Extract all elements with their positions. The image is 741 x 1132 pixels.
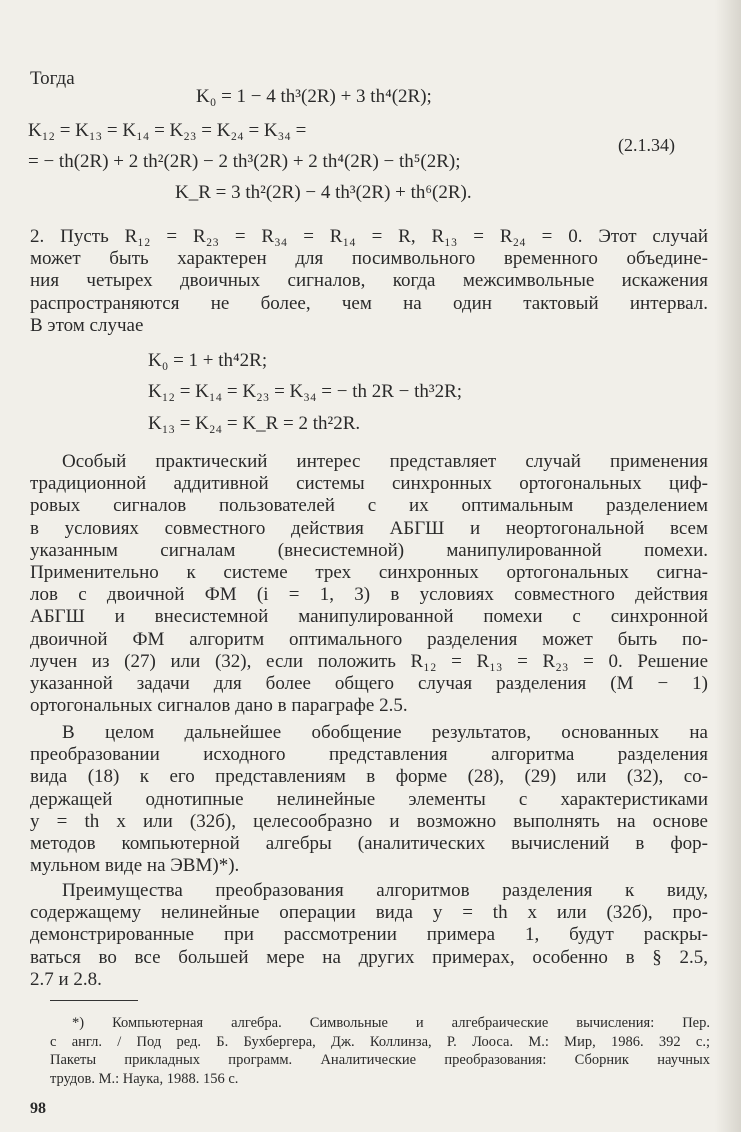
formula-k-equal-chain: K₁₂ = K₁₃ = K₁₄ = K₂₃ = K₂₄ = K₃₄ = bbox=[28, 120, 307, 141]
text-line: может быть характерен для посимвольного временного объедине- bbox=[30, 248, 708, 270]
text-line: в условиях совместного действия АБГШ и неортогональной всем bbox=[30, 517, 708, 539]
footnote-line: с англ. / Под ред. Б. Бухбергера, Дж. Коллинза, Р. Лооса. М.: Мир, 1986. 392 с.; bbox=[50, 1033, 710, 1050]
formula-b-k0: K₀ = 1 + th⁴2R; bbox=[148, 350, 268, 371]
footnote bbox=[50, 1014, 710, 1088]
paragraph-case-2 bbox=[30, 226, 708, 337]
formula-kr: K_R = 3 th²(2R) − 4 th³(2R) + th⁶(2R). bbox=[175, 182, 472, 203]
page-number: 98 bbox=[30, 1100, 46, 1117]
text-line: АБГШ и внесистемной манипулированной помехи с синхронной bbox=[30, 606, 708, 628]
formula-b-k12: K₁₂ = K₁₄ = K₂₃ = K₃₄ = − th 2R − th³2R; bbox=[148, 381, 463, 402]
page-edge-shadow bbox=[715, 0, 741, 1132]
text-line: традиционной аддитивной системы синхронных ортогональных циф- bbox=[30, 473, 708, 495]
text-line: Особый практический интерес представляет случай применения bbox=[62, 451, 708, 472]
footnote-line: *) Компьютерная алгебра. Символьные и алгебраические вычисления: Пер. bbox=[72, 1015, 710, 1031]
text-line: В этом случае bbox=[30, 314, 144, 336]
text-line: преобразовании исходного представления алгоритма разделения bbox=[30, 744, 708, 766]
text-line: указанной задачи для более общего случая разделения (M − 1) bbox=[30, 672, 708, 694]
footnote-line: Пакеты прикладных программ. Аналитические преобразования: Сборник научных bbox=[50, 1052, 710, 1068]
text-line: В целом дальнейшее обобщение результатов, основанных на bbox=[62, 722, 708, 743]
paragraph-special-case bbox=[30, 451, 708, 717]
equation-number: (2.1.34) bbox=[618, 135, 675, 155]
formula-b-k13: K₁₃ = K₂₄ = K_R = 2 th²2R. bbox=[148, 413, 361, 434]
footnote-line: трудов. М.: Наука, 1988. 156 с. bbox=[50, 1070, 239, 1087]
text-line: ния четырех двоичных сигналов, когда межсимвольные искажения bbox=[30, 270, 708, 292]
text-line: держащей однотипные нелинейные элементы с характеристиками bbox=[30, 788, 708, 810]
text-line: y = th x или (32б), целесообразно и возможно выполнять на основе bbox=[30, 810, 708, 832]
intro-word: Тогда bbox=[30, 68, 75, 89]
text-line: ортогональных сигналов дано в параграфе 2.5. bbox=[30, 695, 408, 717]
formula-th-series: = − th(2R) + 2 th²(2R) − 2 th³(2R) + 2 th⁴(2R) − th⁵(2R); bbox=[28, 151, 461, 172]
text-line: Применительно к системе трех синхронных ортогональных сигна- bbox=[30, 561, 708, 583]
text-line: методов компьютерной алгебры (аналитических вычислений в фор- bbox=[30, 832, 708, 854]
text-line: лучен из (27) или (32), если положить R₁₂ = R₁₃ = R₂₃ = 0. Решение bbox=[30, 650, 708, 672]
text-line: ваться во все большей мере на других примерах, особенно в § 2.5, bbox=[30, 946, 708, 968]
paragraph-generalization bbox=[30, 722, 708, 877]
text-line: лов с двоичной ФМ (i = 1, 3) в условиях совместного действия bbox=[30, 584, 708, 606]
text-line: демонстрированные при рассмотрении примера 1, будут раскры- bbox=[30, 924, 708, 946]
text-line: указанным сигналам (внесистемной) манипулированной помехи. bbox=[30, 539, 708, 561]
text-line: 2.7 и 2.8. bbox=[30, 968, 102, 990]
text-line: распространяются не более, чем на один тактовый интервал. bbox=[30, 292, 708, 314]
text-line: двоичной ФМ алгоритм оптимального разделения может быть по- bbox=[30, 628, 708, 650]
paragraph-advantages bbox=[30, 880, 708, 991]
text-line: 2. Пусть R₁₂ = R₂₃ = R₃₄ = R₁₄ = R, R₁₃ = R₂₄ = 0. Этот случай bbox=[30, 226, 708, 247]
text-line: ровых сигналов пользователей с их оптимальным разделением bbox=[30, 495, 708, 517]
footnote-divider bbox=[50, 1000, 138, 1001]
formula-k0: K₀ = 1 − 4 th³(2R) + 3 th⁴(2R); bbox=[196, 86, 432, 107]
text-line: вида (18) к его представлениям в форме (28), (29) или (32), со- bbox=[30, 766, 708, 788]
text-line: содержащему нелинейные операции вида y = th x или (32б), про- bbox=[30, 902, 708, 924]
text-line: мульном виде на ЭВМ)*). bbox=[30, 855, 240, 877]
text-line: Преимущества преобразования алгоритмов разделения к виду, bbox=[62, 880, 708, 901]
